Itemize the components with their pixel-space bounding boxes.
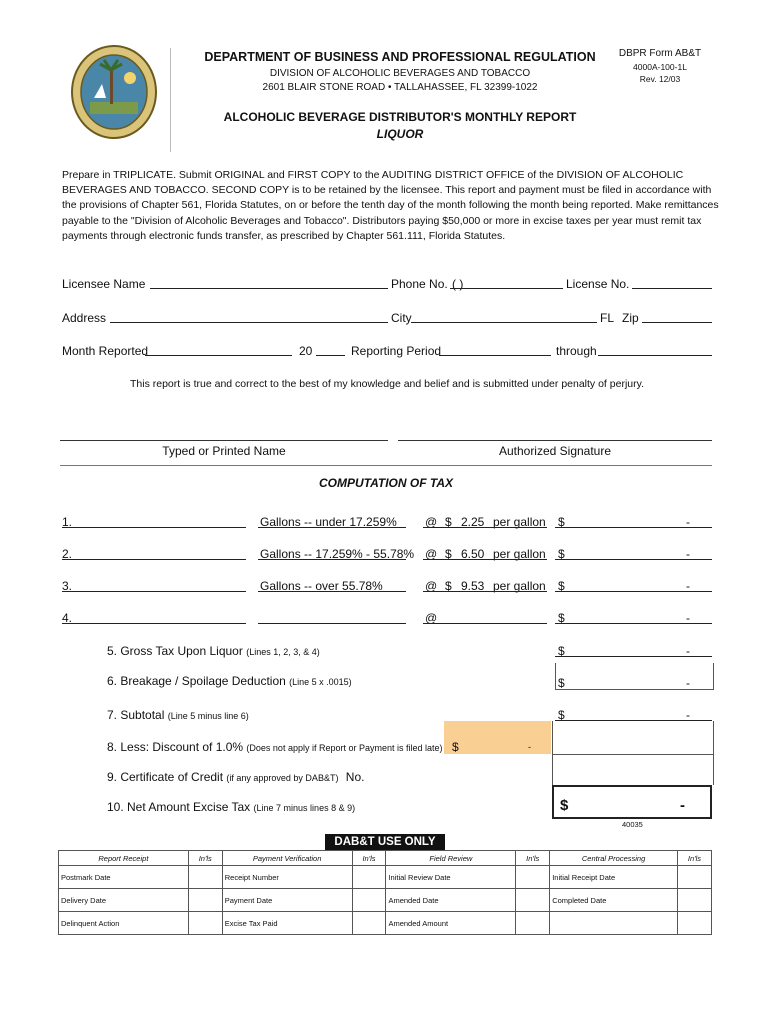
form-name: DBPR Form AB&T xyxy=(618,48,702,59)
rate-dollar: $ xyxy=(445,579,452,593)
line-7-amount-field[interactable] xyxy=(555,708,712,721)
computation-heading: COMPUTATION OF TAX xyxy=(319,476,453,490)
delinquent-action-cell[interactable]: Delinquent Action xyxy=(59,912,189,935)
line-9-note: (if any approved by DAB&T) xyxy=(226,773,339,783)
line-4-gallons-field[interactable] xyxy=(62,611,246,624)
certification-text: This report is true and correct to the best of my knowledge and belief and is submitted under penalty of perjury. xyxy=(130,378,644,390)
line-2-amount-field[interactable] xyxy=(555,547,712,560)
completed-date-cell[interactable]: Completed Date xyxy=(550,889,678,912)
through-label: through xyxy=(556,344,597,358)
at-symbol: @ xyxy=(425,611,438,625)
line-7-note: (Line 5 minus line 6) xyxy=(167,711,249,721)
line-9-amount-field[interactable] xyxy=(552,754,714,785)
line-6-dollar: $ xyxy=(558,676,565,690)
initial-receipt-date-cell[interactable]: Initial Receipt Date xyxy=(550,866,678,889)
rate-underline xyxy=(423,515,547,528)
amount-dollar: $ xyxy=(558,611,565,625)
line-underline xyxy=(258,547,406,560)
initials-cell[interactable] xyxy=(352,912,386,935)
licensee-name-label: Licensee Name xyxy=(62,277,146,291)
line-4-amount-field[interactable] xyxy=(555,611,712,624)
form-code: 40035 xyxy=(622,820,643,829)
zip-field[interactable] xyxy=(642,310,712,323)
initial-review-date-cell[interactable]: Initial Review Date xyxy=(386,866,516,889)
printed-name-line[interactable] xyxy=(60,440,388,441)
amount-dollar: $ xyxy=(558,515,565,529)
rate-dollar: $ xyxy=(445,515,452,529)
phone-field[interactable] xyxy=(450,276,563,289)
line-8-text: 8. Less: Discount of 1.0% xyxy=(107,740,244,754)
printed-name-label: Typed or Printed Name xyxy=(162,444,286,458)
header-payment-verification: Payment Verification xyxy=(222,851,352,866)
dabt-use-only-heading: DAB&T USE ONLY xyxy=(325,834,445,850)
signature-label: Authorized Signature xyxy=(498,444,612,458)
excise-tax-paid-cell[interactable]: Excise Tax Paid xyxy=(222,912,352,935)
line-7-amount: - xyxy=(686,708,690,722)
department-name: DEPARTMENT OF BUSINESS AND PROFESSIONAL REGULATION xyxy=(204,50,596,64)
line-8-side-box xyxy=(552,721,714,755)
line-1-amount: - xyxy=(686,515,690,529)
at-symbol: @ xyxy=(425,547,438,561)
line-7-label xyxy=(107,708,249,722)
rate-dollar: $ xyxy=(445,547,452,561)
reporting-period-to-field[interactable] xyxy=(598,343,712,356)
line-8-label xyxy=(107,740,443,754)
line-8-amount[interactable]: - xyxy=(528,742,531,752)
line-5-amount: - xyxy=(686,644,690,658)
receipt-number-cell[interactable]: Receipt Number xyxy=(222,866,352,889)
license-no-field[interactable] xyxy=(632,276,712,289)
line-4-description-field[interactable] xyxy=(258,611,406,624)
line-3-amount: - xyxy=(686,579,690,593)
header-field-review: Field Review xyxy=(386,851,516,866)
year-prefix: 20 xyxy=(299,344,313,358)
amended-date-cell[interactable]: Amended Date xyxy=(386,889,516,912)
empty-cell[interactable] xyxy=(550,912,678,935)
line-6-label xyxy=(107,674,352,688)
line-9-no-label: No. xyxy=(345,770,365,784)
month-reported-field[interactable] xyxy=(145,343,292,356)
line-8-note: (Does not apply if Report or Payment is filed late) xyxy=(246,743,443,753)
phone-label: Phone No. xyxy=(391,277,448,291)
line-underline xyxy=(258,579,406,592)
postmark-date-cell[interactable]: Postmark Date xyxy=(59,866,189,889)
month-reported-label: Month Reported xyxy=(62,344,149,358)
line-7-dollar: $ xyxy=(558,708,565,722)
form-revision: Rev. 12/03 xyxy=(639,74,681,84)
line-6-note: (Line 5 x .0015) xyxy=(289,677,352,687)
header-initials: In'ls xyxy=(352,851,386,866)
line-10-amount: - xyxy=(680,797,685,814)
reporting-period-from-field[interactable] xyxy=(439,343,551,356)
line-10-amount-field[interactable] xyxy=(552,785,712,819)
line-1-gallons-field[interactable] xyxy=(62,515,246,528)
line-description: Gallons -- under 17.259% xyxy=(260,515,397,529)
line-10-note: (Line 7 minus lines 8 & 9) xyxy=(253,803,356,813)
line-10-dollar: $ xyxy=(560,797,569,814)
state-label: FL xyxy=(600,311,615,325)
address-label: Address xyxy=(62,311,107,325)
line-description: Gallons -- 17.259% - 55.78% xyxy=(260,547,415,561)
division-name: DIVISION OF ALCOHOLIC BEVERAGES AND TOBACCO xyxy=(269,68,531,79)
line-9-text: 9. Certificate of Credit xyxy=(107,770,224,784)
line-2-amount: - xyxy=(686,547,690,561)
initials-cell[interactable] xyxy=(188,912,222,935)
line-8-dollar: $ xyxy=(452,740,459,754)
header-report-receipt: Report Receipt xyxy=(59,851,189,866)
line-2-gallons-field[interactable] xyxy=(62,547,246,560)
dabt-header-row xyxy=(59,851,712,866)
discount-highlight-box xyxy=(444,721,551,754)
form-number: 4000A-100-1L xyxy=(633,62,687,72)
licensee-name-field[interactable] xyxy=(150,276,388,289)
table-row xyxy=(59,866,712,889)
line-5-amount-field[interactable] xyxy=(555,644,712,657)
line-3-amount-field[interactable] xyxy=(555,579,712,592)
per-gallon: per gallon xyxy=(493,515,546,529)
line-7-text: 7. Subtotal xyxy=(107,708,165,722)
header-central-processing: Central Processing xyxy=(550,851,678,866)
signature-line[interactable] xyxy=(398,440,712,441)
line-underline xyxy=(258,515,406,528)
dabt-table xyxy=(58,850,712,935)
initials-cell[interactable] xyxy=(188,889,222,912)
delivery-date-cell[interactable]: Delivery Date xyxy=(59,889,189,912)
line-number: 1. xyxy=(62,515,73,529)
initials-cell[interactable] xyxy=(677,866,711,889)
line-6-amount: - xyxy=(686,676,690,690)
line-description: Gallons -- over 55.78% xyxy=(260,579,383,593)
line-number: 4. xyxy=(62,611,73,625)
line-9-label xyxy=(107,770,364,784)
line-number: 2. xyxy=(62,547,73,561)
initials-cell[interactable] xyxy=(352,866,386,889)
line-10-text: 10. Net Amount Excise Tax xyxy=(107,800,251,814)
per-gallon: per gallon xyxy=(493,579,546,593)
section-divider xyxy=(60,465,712,466)
line-1-amount-field[interactable] xyxy=(555,515,712,528)
line-5-note: (Lines 1, 2, 3, & 4) xyxy=(246,647,320,657)
report-title: ALCOHOLIC BEVERAGE DISTRIBUTOR'S MONTHLY REPORT xyxy=(223,110,577,124)
at-symbol: @ xyxy=(425,515,438,529)
tax-rate: 9.53 xyxy=(461,579,485,593)
header-initials: In'ls xyxy=(677,851,711,866)
line-6-amount-field[interactable] xyxy=(555,663,714,690)
initials-cell[interactable] xyxy=(677,889,711,912)
initials-cell[interactable] xyxy=(188,866,222,889)
tax-rate: 6.50 xyxy=(461,547,485,561)
reporting-period-label: Reporting Period xyxy=(351,344,442,358)
year-field[interactable] xyxy=(316,343,345,356)
line-4-amount: - xyxy=(686,611,690,625)
at-symbol: @ xyxy=(425,579,438,593)
line-3-gallons-field[interactable] xyxy=(62,579,246,592)
initials-cell[interactable] xyxy=(677,912,711,935)
initials-cell[interactable] xyxy=(352,889,386,912)
city-label: City xyxy=(391,311,412,325)
per-gallon: per gallon xyxy=(493,547,546,561)
line-10-label xyxy=(107,800,355,814)
line-5-label xyxy=(107,644,320,658)
payment-date-cell[interactable]: Payment Date xyxy=(222,889,352,912)
zip-label: Zip xyxy=(622,311,639,325)
initials-cell[interactable] xyxy=(516,912,550,935)
table-row xyxy=(59,912,712,935)
state-seal-logo xyxy=(70,44,158,140)
address-field[interactable] xyxy=(110,310,388,323)
header-initials: In'ls xyxy=(188,851,222,866)
tax-rate: 2.25 xyxy=(461,515,485,529)
initials-cell[interactable] xyxy=(516,866,550,889)
report-subtitle: LIQUOR xyxy=(376,127,424,141)
rate-underline xyxy=(423,579,547,592)
phone-area-code: ( ) xyxy=(452,277,464,291)
license-no-label: License No. xyxy=(566,277,630,291)
amount-dollar: $ xyxy=(558,547,565,561)
table-row xyxy=(59,889,712,912)
instructions-text: Prepare in TRIPLICATE. Submit ORIGINAL and FIRST COPY to the AUDITING DISTRICT OFFICE of the DIVISION OF ALCOHOLIC BEVERAGES AND TOBACCO. SECOND COPY is to be retained by the licensee. This report and payment must be filed in accordance with the provisions of Chapter 561, Florida Statutes, on or before the tenth day of the month following the month being reported. Make remittances payable to the "Division of Alcoholic Beverages and Tobacco". Distributors paying $50,000 or more in excise taxes per year must remit tax payments through electronic funds transfer, as prescribed by Chapter 561.111, Florida Statutes. xyxy=(62,169,719,242)
line-5-text: 5. Gross Tax Upon Liquor xyxy=(107,644,243,658)
city-field[interactable] xyxy=(411,310,597,323)
header-initials: In'ls xyxy=(516,851,550,866)
line-number: 3. xyxy=(62,579,73,593)
rate-underline xyxy=(423,547,547,560)
line-4-rate-field[interactable] xyxy=(423,611,547,624)
amended-amount-cell[interactable]: Amended Amount xyxy=(386,912,516,935)
line-6-text: 6. Breakage / Spoilage Deduction xyxy=(107,674,286,688)
amount-dollar: $ xyxy=(558,579,565,593)
division-address: 2601 BLAIR STONE ROAD • TALLAHASSEE, FL 32399-1022 xyxy=(262,82,538,93)
initials-cell[interactable] xyxy=(516,889,550,912)
line-5-dollar: $ xyxy=(558,644,565,658)
